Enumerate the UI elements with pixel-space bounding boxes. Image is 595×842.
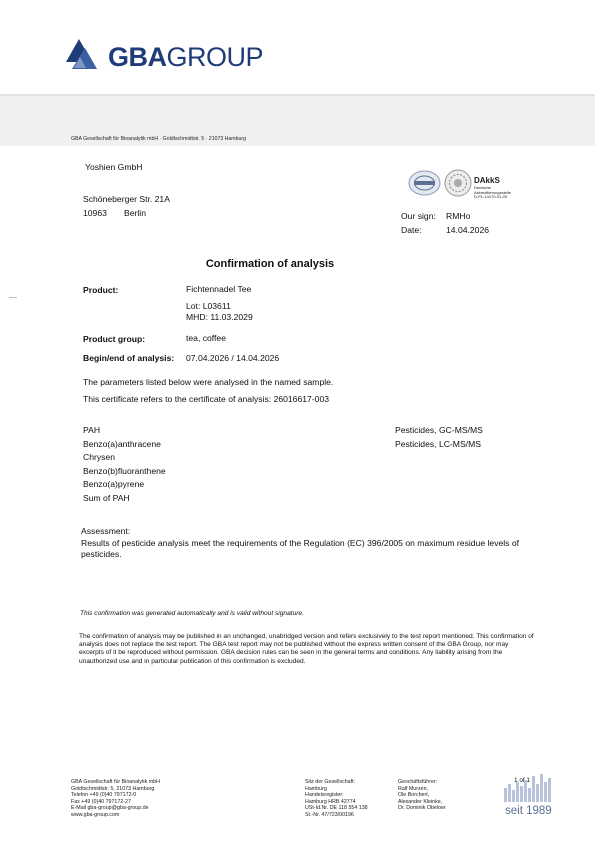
footer-management-info [398, 779, 446, 812]
footer-company-info [71, 779, 160, 819]
product-group-value: tea, coffee [186, 333, 226, 343]
assessment-label: Assessment: [81, 526, 131, 536]
footer-line: E-Mail gba-group@gba-group.de [71, 805, 149, 812]
product-name: Fichtennadel Tee [186, 284, 252, 294]
parameter-item: Benzo(b)fluoranthene [83, 465, 166, 476]
footer-line: GBA Gesellschaft für Bioanalytik mbH [71, 779, 160, 785]
our-sign-value: RMHo [446, 211, 471, 221]
dakks-id: D-PL-14170-01-00 [474, 194, 508, 200]
assessment-text: Results of pesticide analysis meet the requirements of the Regulation (EC) 396/2005 on maximum residue levels of pesticides. [81, 538, 520, 559]
parameter-item: PAH [83, 425, 101, 435]
gba-logo-icon [66, 39, 104, 71]
logo-bold: GBA [108, 42, 167, 72]
footer-line: Alexander Kleinke, [398, 798, 443, 805]
analysis-period-label: Begin/end of analysis: [83, 353, 175, 363]
recipient-city: Berlin [124, 208, 146, 218]
footer-line: Hamburg HRB 42774 [305, 798, 356, 805]
footer-line: Ralf Murzen, [398, 785, 429, 792]
dakks-line2: Akkreditierungsstelle [474, 189, 511, 195]
anniversary-text: seit 1989 [505, 805, 552, 817]
footer-line: Hamburg [305, 785, 327, 792]
product-mhd: MHD: 11.03.2029 [186, 312, 253, 322]
recipient-zip: 10963 [83, 208, 107, 218]
footer-line: www.gba-group.com [71, 811, 120, 818]
footer-line: Ole Borchert, [398, 792, 430, 799]
footer-line: Sitz der Gesellschaft: [305, 779, 356, 785]
fold-mark [9, 297, 17, 298]
parameter-item: Pesticides, GC-MS/MS [395, 425, 483, 435]
footer-line: Handelsregister: [305, 792, 344, 799]
sender-line: GBA Gesellschaft für Bioanalytik mbH · Goldtschmidtstr. 5 · 21073 Hamburg [71, 136, 247, 142]
document-title: Confirmation of analysis [205, 258, 335, 270]
our-sign-label: Our sign: [401, 211, 436, 221]
parameter-item: Benzo(a)pyrene [83, 479, 145, 490]
parameters-left-list [83, 425, 166, 507]
footer-line: Fax +49 (0)40 797172-27 [71, 798, 131, 805]
footer-line: St.-Nr. 47/723/00196 [305, 811, 354, 818]
parameters-right-list [395, 425, 483, 452]
ilac-seal-icon [408, 170, 441, 196]
parameters-statement: The parameters listed below were analysed in the named sample. [83, 377, 334, 387]
product-group-label: Product group: [83, 334, 146, 344]
page-number: 1 of 1 [514, 777, 530, 784]
auto-generated-note: This confirmation was generated automatically and is valid without signature. [80, 610, 304, 617]
footer-line: Dr. Dominik Obeloer [398, 805, 446, 812]
recipient-company: Yoshien GmbH [85, 162, 143, 172]
parameter-item: Benzo(a)anthracene [83, 438, 161, 449]
footer-line: USt-Id.Nr. DE 118 554 138 [305, 805, 368, 812]
date-value: 14.04.2026 [446, 225, 490, 235]
analysis-period-value: 07.04.2026 / 14.04.2026 [186, 353, 280, 363]
logo-regular: GROUP [166, 42, 264, 72]
gba-logo-wordmark [108, 42, 263, 72]
certificate-statement: This certificate refers to the certificate of analysis: 26016617-003 [83, 394, 330, 404]
product-lot: Lot: L03611 [186, 301, 231, 311]
footer-registry-info [305, 779, 368, 819]
date-label: Date: [401, 225, 422, 235]
dakks-name: DAkkS [474, 176, 500, 185]
footer-line: Goldtschmidtstr. 5, 21073 Hamburg [71, 785, 155, 792]
disclaimer-text: The confirmation of analysis may be published in an unchanged, unabridged version and refers exclusively to the test report mentioned. This confirmation of analysis does not replace the test report. The GBA test report may not be published without the express written consent of the GBA Group, nor may excerpts of it be reproduced without permission. GBA decision rules can be seen in the general terms and conditions. Any liability arising from the unauthorized use and in particular publication of this confirmation is excluded. [79, 633, 534, 665]
header-band-line [0, 94, 595, 96]
recipient-street: Schöneberger Str. 21A [83, 194, 170, 204]
dakks-line1: Deutsche [474, 185, 491, 190]
parameter-item: Sum of PAH [83, 492, 130, 503]
product-label: Product: [83, 285, 119, 295]
footer-line: Telefon +49 (0)40 797172-0 [71, 792, 137, 799]
parameter-item: Pesticides, LC-MS/MS [395, 438, 481, 449]
dakks-seal-icon [444, 169, 472, 197]
parameter-item: Chrysen [83, 452, 115, 463]
footer-line: Geschäftsführer: [398, 779, 438, 785]
